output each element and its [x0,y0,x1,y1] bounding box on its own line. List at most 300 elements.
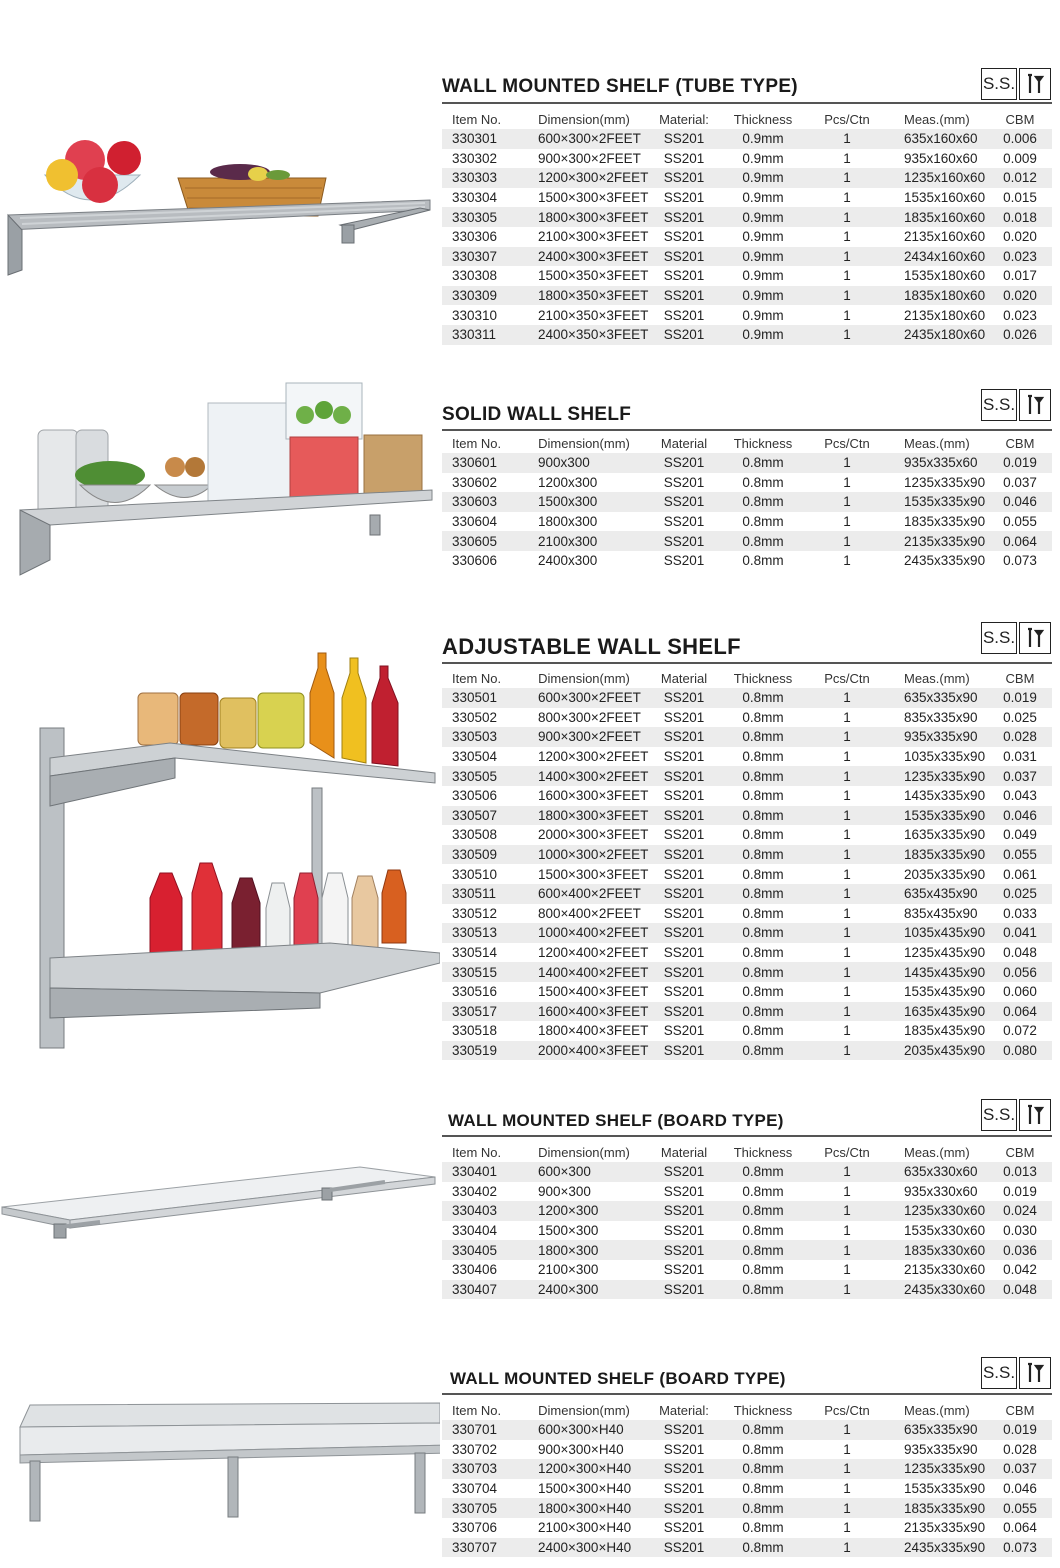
table-cell: 330706 [452,1520,498,1536]
table-cell: 330516 [452,984,498,1000]
stainless-steel-badge: S.S. [981,622,1017,654]
table-cell: 0.055 [988,1498,1052,1518]
table-cell: SS201 [644,207,724,227]
table-cell: 0.8mm [724,1498,802,1518]
table-cell: 1 [802,1041,892,1061]
table-cell: 1200x300 [538,474,598,490]
table-cell: 0.9mm [724,129,802,149]
table-row [442,708,1052,728]
table-cell: 0.048 [988,1280,1052,1300]
table-cell: 0.064 [988,1002,1052,1022]
table-row [442,825,1052,845]
column-header: Material: [659,111,709,127]
table-cell: SS201 [644,688,724,708]
table-cell: 1 [843,1441,851,1457]
table-cell: 0.019 [988,453,1052,473]
table-cell: 330305 [442,207,524,227]
table-cell: 1 [843,1023,851,1039]
table-cell: 2135x330x60 [904,1262,986,1278]
table-cell: 1 [802,453,892,473]
table-cell: 0.9mm [724,247,802,267]
table-cell: 330306 [452,229,498,245]
table-cell: 635x435x90 [892,884,988,904]
table-cell: SS201 [644,1240,724,1260]
table-cell: 330517 [442,1002,524,1022]
table-header-row [442,668,1052,688]
board-shelf-h40-image [0,1395,440,1530]
table-row [442,864,1052,884]
table-cell: 1535x160x60 [904,190,986,206]
column-header: Material: [659,1402,709,1418]
table-row [442,247,1052,267]
table-row [442,492,1052,512]
table-cell: 1 [802,727,892,747]
table-cell: 2000×300×3FEET [538,827,649,843]
table-cell: 330404 [452,1223,498,1239]
table-cell: 0.8mm [724,1420,802,1440]
column-header: CBM [1005,1402,1035,1418]
table-row [442,1479,1052,1499]
table-cell: 330511 [442,884,524,904]
table-cell: SS201 [663,1481,705,1497]
table-cell: 0.9mm [724,325,802,345]
table-cell: SS201 [644,453,724,473]
table-cell: 0.8mm [724,1538,802,1558]
table-cell: 0.020 [1003,229,1037,245]
table-cell: 1000×400×2FEET [524,923,644,943]
table-cell: 1 [843,268,851,284]
table-row [442,473,1052,493]
table-cell: 0.8mm [742,1183,784,1199]
table-cell: 1500×350×3FEET [538,268,649,284]
table-cell: 0.8mm [742,514,784,530]
table-cell: SS201 [663,749,705,765]
table-cell: 600×300×2FEET [524,688,644,708]
section-title: WALL MOUNTED SHELF (BOARD TYPE) [448,1111,784,1130]
table-cell: 2400×300 [524,1280,644,1300]
table-cell: 0.8mm [724,923,802,943]
table-cell: 330513 [442,923,524,943]
title-rule [442,662,1052,664]
column-header: CBM [1005,435,1035,451]
table-cell: 1535x180x60 [904,268,986,284]
table-header-row [442,109,1052,129]
table-cell: 1235x330x60 [892,1201,988,1221]
table-cell: 1 [843,1481,851,1497]
table-cell: SS201 [663,866,705,882]
table-cell: SS201 [663,1183,705,1199]
table-cell: 330311 [442,325,524,345]
column-header: Pcs/Ctn [824,435,870,451]
stainless-steel-badge: S.S. [981,1357,1017,1389]
table-row [442,1260,1052,1280]
table-cell: 635x160x60 [892,129,988,149]
table-row [442,1440,1052,1460]
table-cell: 1800×350×3FEET [524,286,644,306]
table-cell: SS201 [644,1498,724,1518]
table-cell: 1635x335x90 [904,827,986,843]
table-cell: 1 [802,325,892,345]
table-cell: 2400×300×H40 [524,1538,644,1558]
table-cell: 1600×300×3FEET [538,788,649,804]
table-cell: 1500×300×3FEET [538,866,649,882]
table-cell: 0.026 [988,325,1052,345]
table-cell: SS201 [663,945,705,961]
table-cell: 1 [802,1420,892,1440]
table-cell: SS201 [644,1538,724,1558]
title-rule [442,1135,1052,1137]
table-cell: 1 [802,1002,892,1022]
table-cell: 1200×300 [524,1201,644,1221]
table-cell: 1 [802,129,892,149]
table-cell: 0.019 [988,1420,1052,1440]
table-cell: 1035x435x90 [892,923,988,943]
column-header: Dimension(mm) [538,670,630,686]
table-cell: 1 [843,514,851,530]
table-cell: 0.9mm [742,150,784,166]
table-cell: 600×400×2FEET [524,884,644,904]
table-cell: 0.006 [988,129,1052,149]
table-cell: 1 [843,190,851,206]
table-cell: 1 [802,884,892,904]
table-cell: 0.8mm [742,984,784,1000]
table-cell: 1535x335x90 [892,806,988,826]
table-cell: 1200×300×2FEET [524,168,644,188]
table-cell: 1835x180x60 [892,286,988,306]
table-cell: 0.8mm [724,1041,802,1061]
table-cell: 1835x335x90 [904,514,986,530]
table-cell: 0.031 [1003,749,1037,765]
column-header: Pcs/Ctn [824,111,870,127]
table-row [442,286,1052,306]
table-cell: 330514 [452,945,498,961]
table-cell: 330606 [452,553,498,569]
table-cell: 330401 [442,1162,524,1182]
table-cell: 330501 [442,688,524,708]
table-cell: 0.8mm [724,1459,802,1479]
section-title: WALL MOUNTED SHELF (BOARD TYPE) [450,1369,786,1388]
section-title: ADJUSTABLE WALL SHELF [442,634,741,659]
table-cell: SS201 [644,766,724,786]
table-cell: 0.8mm [742,1223,784,1239]
tools-icon [1019,68,1051,100]
column-header: Pcs/Ctn [824,670,870,686]
table-cell: 1800×300×H40 [524,1498,644,1518]
table-cell: 1435x335x90 [904,788,986,804]
table-cell: SS201 [644,1002,724,1022]
table-cell: 2400×300×3FEET [524,247,644,267]
table-cell: 0.9mm [742,307,784,323]
table-cell: SS201 [663,1441,705,1457]
table-cell: 835x335x90 [904,709,978,725]
table-cell: 0.012 [988,168,1052,188]
column-header: Dimension(mm) [538,1144,630,1160]
table-cell: 0.080 [988,1041,1052,1061]
table-cell: 330515 [442,962,524,982]
table-header-row [442,1142,1052,1162]
table-cell: 0.019 [988,688,1052,708]
table-row [442,962,1052,982]
table-cell: 0.037 [1003,474,1037,490]
table-cell: 0.8mm [724,806,802,826]
table-cell: 0.009 [1003,150,1037,166]
stainless-steel-badge: S.S. [981,68,1017,100]
table-cell: 1 [843,1183,851,1199]
table-cell: 0.8mm [742,709,784,725]
table-cell: 1 [802,766,892,786]
table-cell: 0.046 [988,806,1052,826]
column-header: Item No. [452,111,502,127]
table-row [442,982,1052,1002]
table-cell: 0.072 [1003,1023,1037,1039]
table-cell: 0.015 [1003,190,1037,206]
table-cell: SS201 [663,984,705,1000]
spec-table [442,1142,1052,1299]
table-cell: 1 [802,168,892,188]
table-cell: 330510 [452,866,498,882]
tools-icon [1019,622,1051,654]
table-cell: 0.020 [988,286,1052,306]
table-cell: 2100×350×3FEET [538,307,649,323]
table-cell: 935x335x60 [892,453,988,473]
column-header: Item No. [452,1402,502,1418]
table-cell: 1235x335x90 [892,1459,988,1479]
table-cell: 0.023 [1003,307,1037,323]
table-cell: 635x330x60 [892,1162,988,1182]
table-cell: 1 [843,749,851,765]
table-cell: 0.8mm [742,749,784,765]
table-cell: 330507 [442,806,524,826]
table-row [442,188,1052,208]
table-cell: SS201 [644,1162,724,1182]
column-header: CBM [1005,111,1035,127]
table-cell: SS201 [644,923,724,943]
table-row [442,943,1052,963]
table-cell: 0.073 [1003,553,1037,569]
table-cell: 1 [843,553,851,569]
table-cell: 330502 [452,709,498,725]
table-cell: 0.8mm [724,1162,802,1182]
section-title: WALL MOUNTED SHELF (TUBE TYPE) [442,76,798,97]
table-cell: 0.8mm [742,827,784,843]
section-tube-shelf [0,60,1060,350]
table-cell: SS201 [644,247,724,267]
table-row [442,904,1052,924]
table-cell: 935x335x90 [892,727,988,747]
table-cell: 0.9mm [724,286,802,306]
table-cell: 2035x335x90 [904,866,986,882]
table-cell: 1 [802,1162,892,1182]
badge-group [981,1357,1051,1389]
table-cell: 0.018 [988,207,1052,227]
table-cell: 330518 [452,1023,498,1039]
column-header: CBM [1005,670,1035,686]
spec-table [442,1400,1052,1557]
column-header: Item No. [452,1144,502,1160]
table-header-row [442,433,1052,453]
column-header: Meas.(mm) [904,670,970,686]
table-cell: 0.8mm [724,884,802,904]
table-row [442,1162,1052,1182]
table-cell: 0.8mm [742,866,784,882]
table-cell: 1 [802,962,892,982]
table-cell: 0.030 [1003,1223,1037,1239]
table-cell: 1000×300×2FEET [524,845,644,865]
table-cell: 1 [843,827,851,843]
table-cell: 1 [802,492,892,512]
table-cell: 0.8mm [724,531,802,551]
table-row [442,512,1052,532]
table-cell: 1535x335x90 [892,492,988,512]
table-cell: 1 [802,1498,892,1518]
table-cell: 900×300×2FEET [524,727,644,747]
table-cell: 2400x300 [538,553,598,569]
table-cell: 2435x335x90 [904,553,986,569]
table-row [442,1420,1052,1440]
table-cell: 1200×300×2FEET [538,749,649,765]
table-cell: 1535x435x90 [904,984,986,1000]
table-cell: 0.8mm [742,945,784,961]
table-cell: SS201 [644,727,724,747]
table-cell: SS201 [663,268,705,284]
table-row [442,129,1052,149]
stainless-steel-badge: S.S. [981,389,1017,421]
column-header: Material [660,670,708,686]
table-cell: 1 [802,1201,892,1221]
table-cell: 0.023 [988,247,1052,267]
table-row [442,1459,1052,1479]
table-cell: 330519 [442,1041,524,1061]
table-cell: 2435x335x90 [892,1538,988,1558]
table-cell: 600×300×H40 [524,1420,644,1440]
table-cell: 635x335x90 [892,688,988,708]
table-cell: 0.056 [988,962,1052,982]
badge-group [981,389,1051,421]
table-cell: 1835x435x90 [904,1023,986,1039]
table-row [442,531,1052,551]
table-cell: 1 [802,1538,892,1558]
table-cell: 2435x330x60 [892,1280,988,1300]
section-board-shelf-h40 [0,1355,1060,1565]
table-cell: 1 [843,1520,851,1536]
table-cell: 1800×300×3FEET [524,207,644,227]
table-cell: 330309 [442,286,524,306]
table-cell: SS201 [644,1041,724,1061]
table-cell: 0.060 [1003,984,1037,1000]
table-cell: 0.8mm [724,962,802,982]
section-title: SOLID WALL SHELF [442,404,632,425]
table-cell: 0.8mm [724,1201,802,1221]
table-cell: 0.037 [988,1459,1052,1479]
table-cell: 1 [802,1459,892,1479]
table-cell: 0.028 [988,727,1052,747]
table-cell: 1035x335x90 [904,749,986,765]
column-header: Thickness [733,1144,793,1160]
table-cell: SS201 [663,307,705,323]
table-row [442,149,1052,169]
table-cell: 0.046 [1003,1481,1037,1497]
spec-table [442,433,1052,571]
table-row [442,923,1052,943]
table-cell: 600×300 [524,1162,644,1182]
table-cell: 935x160x60 [904,150,978,166]
table-cell: 330303 [442,168,524,188]
table-cell: 0.073 [988,1538,1052,1558]
table-row [442,207,1052,227]
table-cell: SS201 [663,1223,705,1239]
table-cell: 330407 [442,1280,524,1300]
table-cell: SS201 [663,150,705,166]
table-cell: SS201 [644,1201,724,1221]
table-cell: 2135x160x60 [904,229,986,245]
solid-shelf-image [0,375,440,585]
table-cell: 0.041 [988,923,1052,943]
table-cell: 1800×300 [524,1240,644,1260]
table-cell: 0.019 [1003,1183,1037,1199]
table-cell: 900×300 [538,1183,591,1199]
column-header: Thickness [733,111,793,127]
table-cell: SS201 [663,709,705,725]
table-cell: SS201 [644,531,724,551]
table-row [442,727,1052,747]
table-cell: SS201 [663,905,705,921]
table-cell: 2135x335x90 [904,1520,986,1536]
table-cell: SS201 [663,474,705,490]
table-cell: 1 [843,229,851,245]
table-cell: 1 [843,788,851,804]
column-header: Meas.(mm) [904,435,970,451]
table-cell: 600×300×2FEET [524,129,644,149]
table-cell: 2434x160x60 [892,247,988,267]
table-cell: 0.8mm [724,1002,802,1022]
table-cell: 330503 [442,727,524,747]
table-cell: 1200×400×2FEET [538,945,649,961]
table-cell: SS201 [663,190,705,206]
stainless-steel-badge: S.S. [981,1099,1017,1131]
table-cell: 0.8mm [742,553,784,569]
spec-table [442,668,1052,1060]
table-row [442,325,1052,345]
table-row [442,305,1052,325]
table-cell: 0.8mm [724,727,802,747]
table-cell: 1235x160x60 [892,168,988,188]
table-cell: SS201 [663,514,705,530]
table-cell: SS201 [644,286,724,306]
table-cell: 1 [843,709,851,725]
table-row [442,227,1052,247]
column-header: CBM [1005,1144,1035,1160]
board-shelf-image [0,1152,440,1252]
table-cell: SS201 [663,1023,705,1039]
badge-group [981,1099,1051,1131]
table-cell: 0.8mm [742,1481,784,1497]
table-cell: 2100x300 [524,531,644,551]
table-cell: 330701 [442,1420,524,1440]
table-cell: 1835x335x90 [892,1498,988,1518]
table-cell: SS201 [644,1420,724,1440]
table-cell: 0.025 [1003,709,1037,725]
table-cell: 1800×400×3FEET [538,1023,649,1039]
table-cell: SS201 [644,806,724,826]
table-cell: 935x335x90 [904,1441,978,1457]
table-cell: 1 [843,945,851,961]
table-cell: 1 [802,806,892,826]
table-cell: 0.048 [1003,945,1037,961]
column-header: Pcs/Ctn [824,1144,870,1160]
table-cell: 2100×300 [538,1262,599,1278]
table-cell: 1500×300 [538,1223,599,1239]
table-cell: 1 [802,845,892,865]
